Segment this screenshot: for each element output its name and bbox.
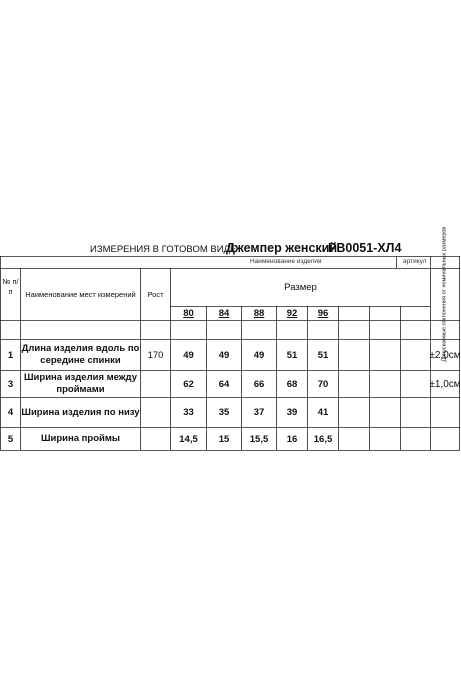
row-number: 3 <box>7 378 14 390</box>
sheet-title: ИЗМЕРЕНИЯ В ГОТОВОМ ВИДЕ <box>90 244 237 255</box>
product-name-caption: Наименование изделия <box>250 258 322 265</box>
measurement-name: Длина изделия вдоль по середине спинки <box>21 343 140 366</box>
size-value: 15 <box>218 433 230 445</box>
col-header-tolerance: Допускаемые отклонения от номинальных размеров <box>441 226 448 362</box>
size-value: 68 <box>286 378 298 390</box>
row-number: 1 <box>7 349 14 361</box>
measurement-name: Ширина изделия по низу <box>21 406 140 418</box>
product-name: Джемпер женский <box>226 241 338 255</box>
size-value: 62 <box>183 378 194 390</box>
size-value: 66 <box>253 378 265 390</box>
tolerance-value: ±2,0см <box>429 349 461 361</box>
height-value <box>141 371 170 397</box>
size-value: 64 <box>218 378 230 390</box>
size-value: 37 <box>253 407 265 418</box>
measurement-name: Ширина изделия между проймами <box>24 372 137 395</box>
col-header-name: Наименование мест измерений <box>25 290 136 299</box>
row-number: 5 <box>7 433 14 445</box>
size-value: 70 <box>317 378 329 390</box>
col-header-size: Размер <box>284 282 317 293</box>
col-header-height: Рост <box>147 290 164 299</box>
size-value: 39 <box>286 407 298 418</box>
size-label: 80 <box>183 308 194 319</box>
height-value <box>141 398 170 427</box>
row-number: 4 <box>7 407 14 418</box>
size-value: 14,5 <box>179 433 198 445</box>
col-header-num: № п/п <box>2 277 19 296</box>
article-code: PB0051-ХЛ4 <box>328 241 402 255</box>
tolerance-value <box>431 398 459 427</box>
size-value: 33 <box>183 407 194 418</box>
size-value: 35 <box>218 407 230 418</box>
size-label: 96 <box>317 308 329 319</box>
size-value: 49 <box>218 349 230 361</box>
measurement-name: Ширина проймы <box>40 433 120 445</box>
height-value <box>141 428 170 450</box>
size-label: 88 <box>253 308 265 319</box>
size-label: 92 <box>286 308 298 319</box>
article-caption: артикул <box>403 258 427 265</box>
size-value: 51 <box>286 349 298 361</box>
size-value: 49 <box>253 349 265 361</box>
size-value: 16,5 <box>313 433 333 445</box>
size-value: 16 <box>286 433 298 445</box>
size-value: 15,5 <box>249 433 269 445</box>
size-label: 84 <box>218 308 230 319</box>
tolerance-value: ±1,0см <box>429 378 461 390</box>
size-value: 51 <box>317 349 329 361</box>
size-value: 49 <box>183 349 194 361</box>
height-value: 170 <box>147 349 164 361</box>
tolerance-value <box>431 428 459 450</box>
size-value: 41 <box>317 407 329 418</box>
